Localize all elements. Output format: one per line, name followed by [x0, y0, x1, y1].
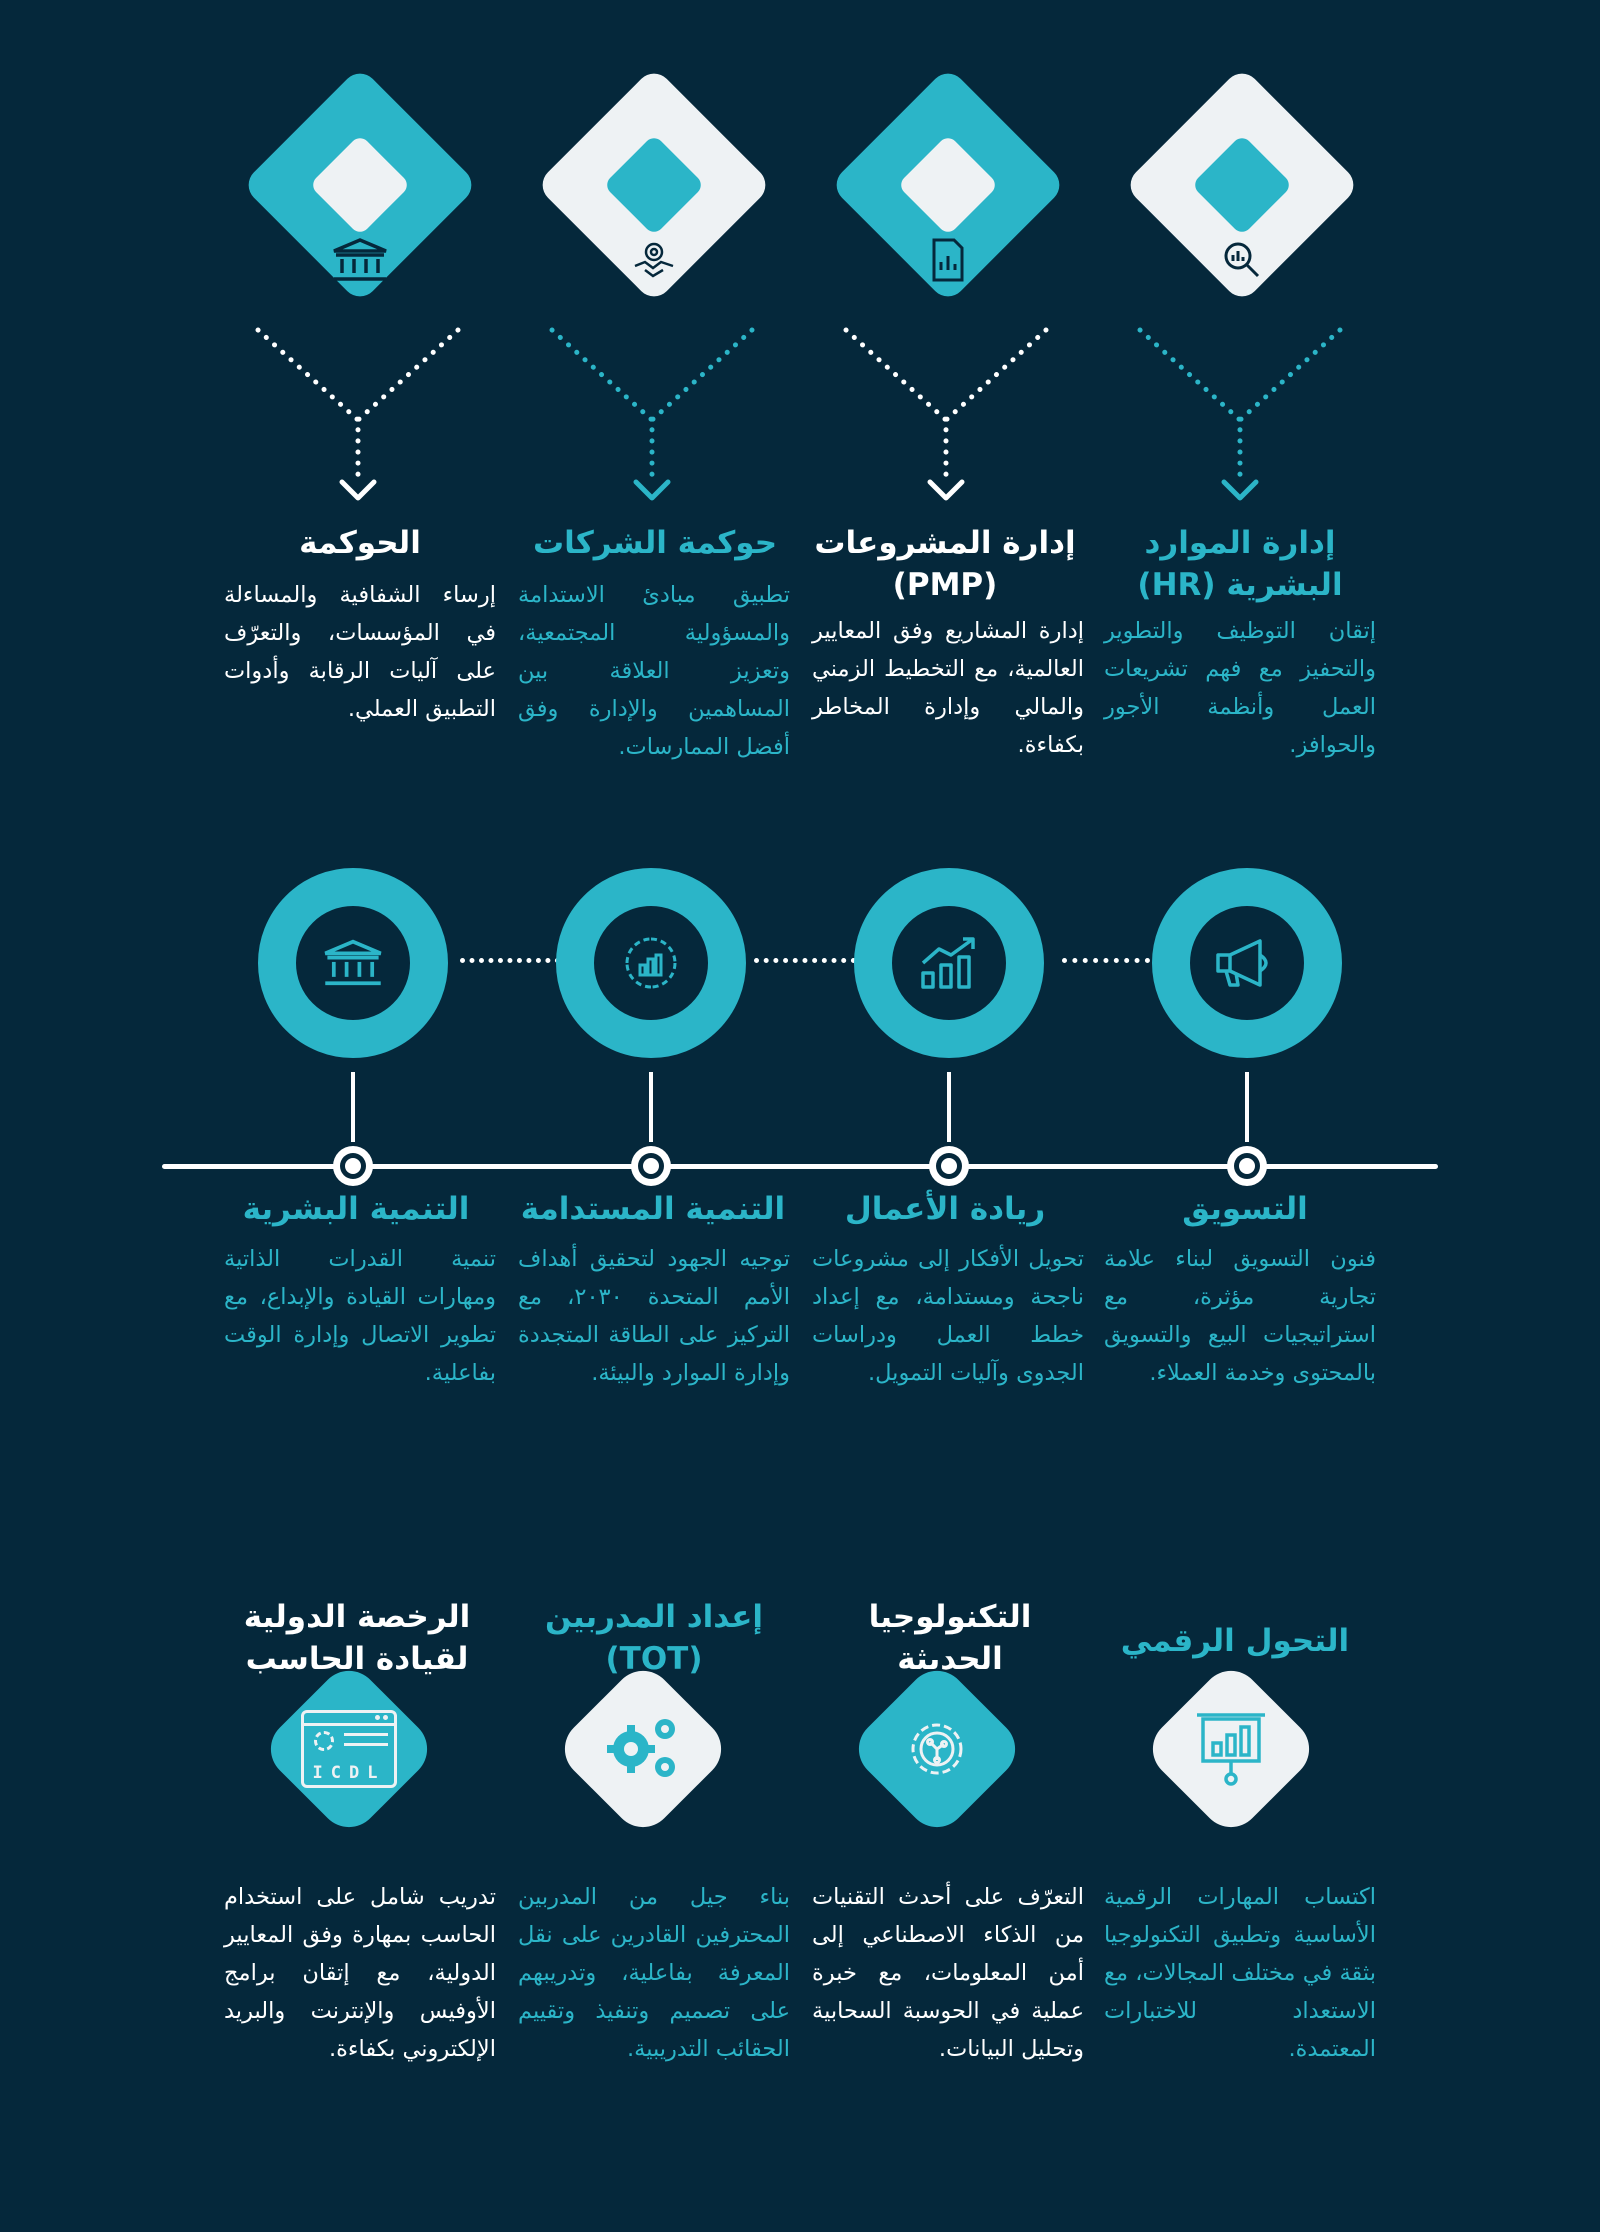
arrow-down-icon: [1224, 482, 1256, 498]
circuit-gear-icon: [887, 1699, 987, 1799]
entrepreneurship-description: تحويل الأفكار إلى مشروعات ناجحة ومستدامة، مع إعداد خطط العمل ودراسات الجدوى وآليات التمويل.: [812, 1246, 1084, 1386]
corporate-governance-description: تطبيق مبادئ الاستدامة والمسؤولية المجتمعية، وتعزيز العلاقة بين المساهمين والإدارة وفق أفضل الممارسات.: [518, 582, 790, 760]
icdl-description: تدريب شامل على استخدام الحاسب بمهارة وفق المعايير الدولية، مع إتقان برامج الأوفيس والإنترنت والبريد الإلكتروني بكفاءة.: [224, 1884, 496, 2062]
icdl-label: ICDL: [312, 1763, 386, 1783]
pmp-title: إدارة المشروعات (PMP): [814, 525, 1076, 603]
tot-description: بناء جيل من المدربين المحترفين القادرين على نقل المعرفة بفاعلية، وتدريبهم على تصميم وتنفيذ وتقييم الحقائب التدريبية.: [518, 1884, 790, 2062]
corporate-governance-title: حوكمة الشركات: [532, 525, 778, 561]
modern-technology-description: التعرّف على أحدث التقنيات من الذكاء الاصطناعي إلى أمن المعلومات، مع خبرة عملية في الحوسبة السحابية وتحليل البيانات.: [812, 1884, 1084, 2062]
timeline-stem: [947, 1072, 951, 1142]
ring-link: [754, 958, 856, 963]
megaphone-icon: [1212, 933, 1282, 993]
modern-technology-title: التكنولوجيا الحديثة: [868, 1599, 1032, 1677]
pmp-description: إدارة المشاريع وفق المعايير العالمية، مع التخطيط الزمني والمالي وإدارة المخاطر بكفاءة.: [812, 618, 1084, 758]
arrow-down-icon: [930, 482, 962, 498]
tot-title: إعداد المدربين (TOT): [544, 1599, 764, 1677]
marketing-title: التسويق: [1182, 1191, 1308, 1227]
timeline-stem: [351, 1072, 355, 1142]
bank-icon: [321, 938, 385, 988]
human-development-description: تنمية القدرات الذاتية ومهارات القيادة والإبداع، مع تطوير الاتصال وإدارة الوقت بفاعلية.: [224, 1246, 496, 1386]
sustainable-development-title: التنمية المستدامة: [520, 1191, 786, 1227]
dotted-connectors: [0, 320, 1600, 520]
hr-description: إتقان التوظيف والتطوير والتحفيز مع فهم تشريعات العمل وأنظمة الأجور والحوافز.: [1104, 618, 1376, 758]
gears-icon: [593, 1699, 693, 1799]
timeline-node: [631, 1146, 671, 1186]
arrow-down-icon: [342, 482, 374, 498]
sustainability-chart-icon: [621, 933, 681, 993]
handshake-gear-icon: [612, 235, 696, 285]
presentation-chart-icon: [1181, 1699, 1281, 1799]
timeline-node: [1227, 1146, 1267, 1186]
entrepreneurship-title: ريادة الأعمال: [844, 1191, 1046, 1227]
sustainable-development-description: توجيه الجهود لتحقيق أهداف الأمم المتحدة ٢٠٣٠، مع التركيز على الطاقة المتجددة وإدارة الموارد والبيئة.: [518, 1246, 790, 1386]
arrow-down-icon: [636, 482, 668, 498]
timeline-node: [929, 1146, 969, 1186]
human-development-title: التنمية البشرية: [242, 1191, 470, 1227]
governance-title: الحوكمة: [299, 525, 421, 561]
sustainable-development-ring: [556, 868, 746, 1058]
marketing-description: فنون التسويق لبناء علامة تجارية مؤثرة، مع استراتيجيات البيع والتسويق بالمحتوى وخدمة العملاء.: [1104, 1246, 1376, 1386]
icdl-title: الرخصة الدولية لقيادة الحاسب: [243, 1599, 471, 1677]
marketing-ring: [1152, 868, 1342, 1058]
ring-link: [460, 958, 560, 963]
report-search-icon: [1200, 235, 1284, 285]
digital-transformation-title: التحول الرقمي: [1120, 1623, 1350, 1659]
hr-title: إدارة الموارد البشرية (HR): [1137, 525, 1343, 603]
human-development-ring: [258, 868, 448, 1058]
timeline-node: [333, 1146, 373, 1186]
governance-description: إرساء الشفافية والمساءلة في المؤسسات، والتعرّف على آليات الرقابة وأدوات التطبيق العملي.: [224, 582, 496, 722]
entrepreneurship-ring: [854, 868, 1044, 1058]
growth-chart-icon: [917, 933, 981, 993]
bank-icon: [318, 235, 402, 285]
document-chart-icon: [906, 235, 990, 285]
icdl-icon: [295, 1699, 403, 1799]
ring-link: [1062, 958, 1150, 963]
digital-transformation-description: اكتساب المهارات الرقمية الأساسية وتطبيق التكنولوجيا بثقة في مختلف المجالات، مع الاستعداد للاختبارات المعتمدة.: [1104, 1884, 1376, 2062]
timeline-stem: [1245, 1072, 1249, 1142]
timeline-stem: [649, 1072, 653, 1142]
